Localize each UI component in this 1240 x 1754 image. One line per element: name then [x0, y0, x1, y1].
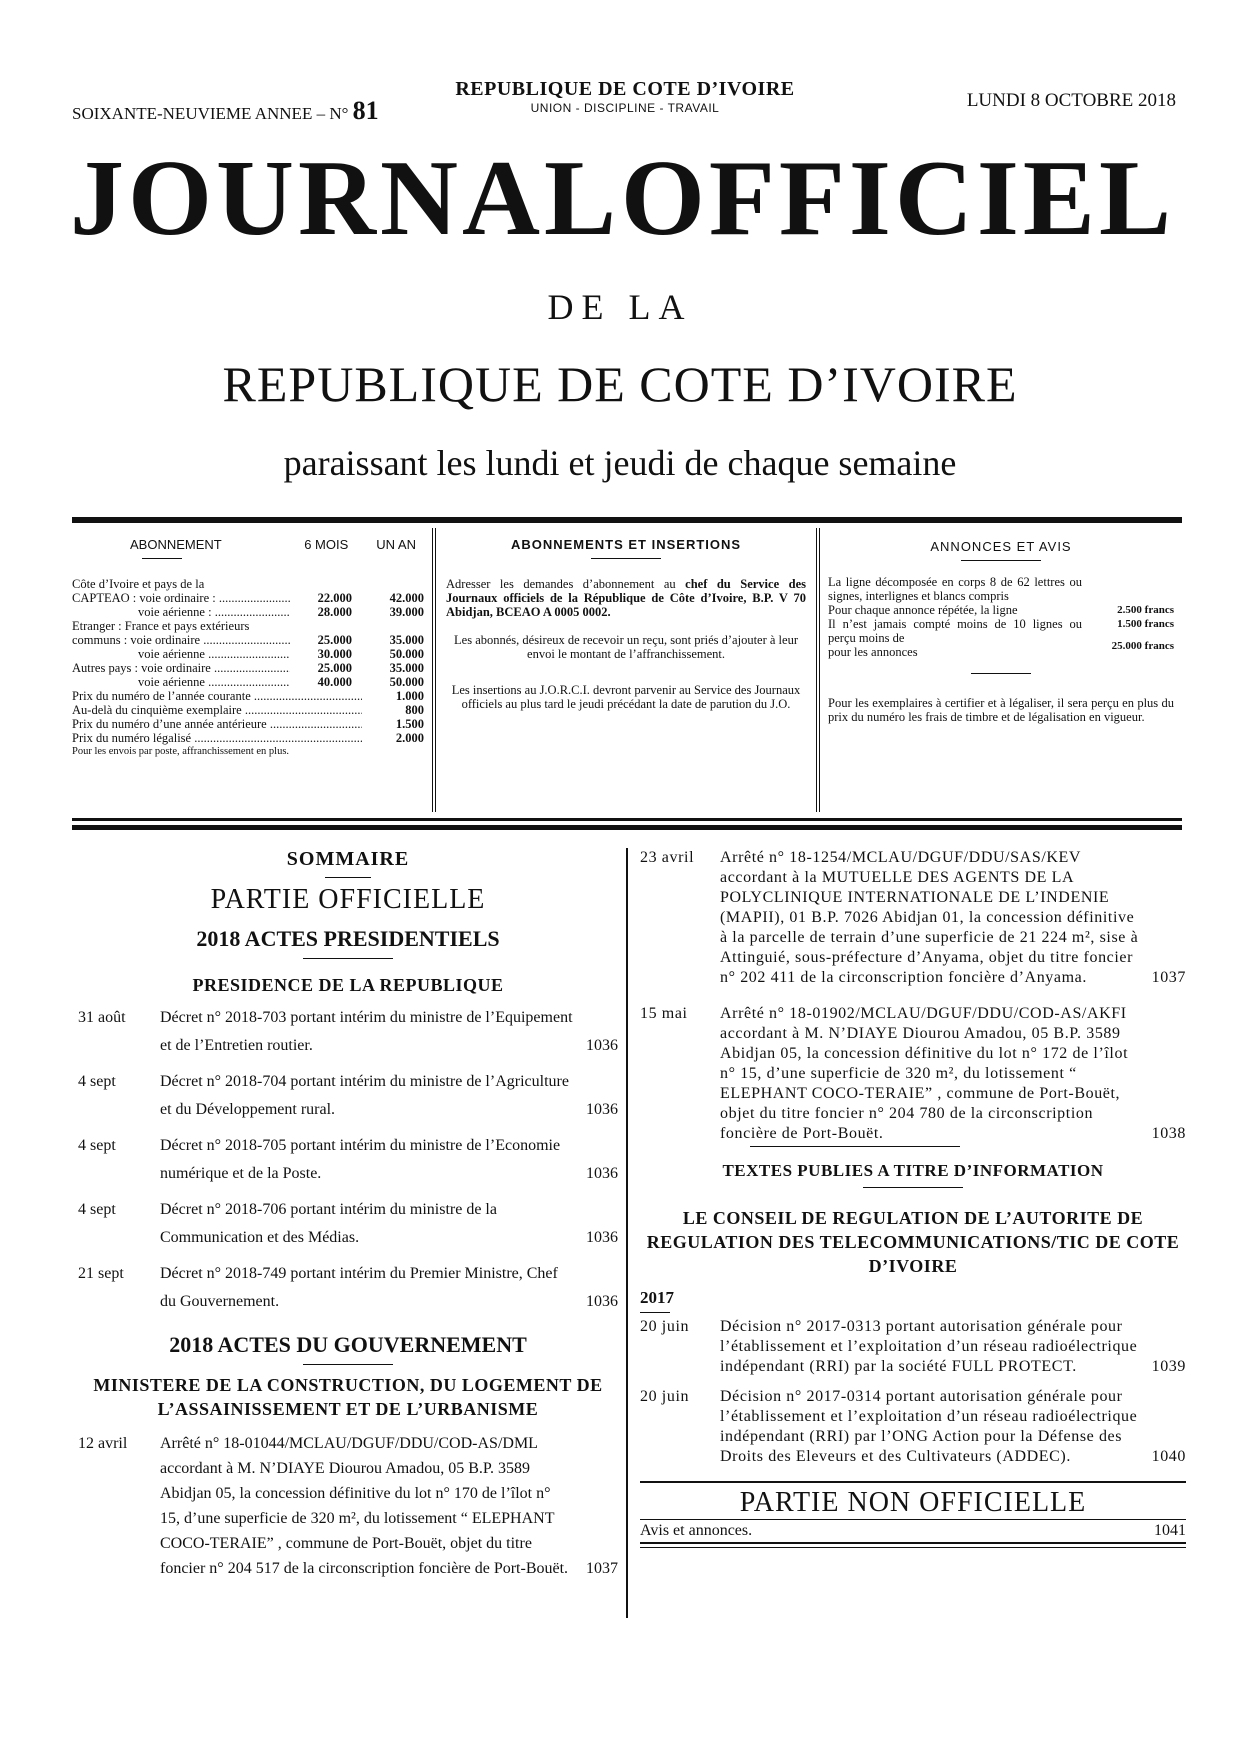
presidence-heading: PRESIDENCE DE LA REPUBLIQUE [192, 975, 504, 995]
partie-non-officielle-heading: PARTIE NON OFFICIELLE [739, 1487, 1087, 1518]
arrete-entry [640, 1004, 1186, 1144]
abonnement-row-6mois: 25.000 [317, 633, 352, 647]
abonnement-row [72, 619, 424, 633]
abonnement-row-unan: 35.000 [389, 661, 424, 675]
partie-officielle-heading: PARTIE OFFICIELLE [210, 884, 486, 915]
abonnement-prices [72, 689, 424, 745]
annonces-r3-value: 25.000 francs [1111, 640, 1174, 652]
abonnement-row-label: communs : voie ordinaire ..... [72, 633, 290, 647]
abonnement-price-value: 1.500 [395, 717, 424, 731]
abonnement-price-label: Prix du numéro légalisé ..... [72, 731, 362, 745]
abonnement-price-row [72, 703, 424, 717]
masthead-republic: REPUBLIQUE DE COTE D’IVOIRE [222, 356, 1018, 412]
abonnement-row-6mois: 25.000 [317, 661, 352, 675]
abonnement-title: ABONNEMENT [130, 537, 222, 552]
gouvernement-entries [78, 1431, 618, 1581]
abonnement-row-6mois: 40.000 [317, 675, 352, 689]
abonnement-price-row [72, 717, 424, 731]
presidence-entry-page: 1036 [586, 1229, 618, 1246]
year-label: SOIXANTE-NEUVIEME ANNEE – N° 81 [72, 96, 379, 125]
presidence-entry-date: 31 août [78, 1009, 126, 1026]
abonnement-note: Pour les envois par poste, affranchissement en plus. [72, 746, 290, 757]
decision-entry-text: Décision n° 2017-0313 portant autorisation générale pour l’établissement et l’exploitation d’un réseau radioélectrique indépendant (RRI) par la société FULL PROTECT. [720, 1318, 1138, 1375]
top-rule [72, 517, 1182, 523]
abonnement-row [72, 633, 424, 647]
annonces-title: ANNONCES ET AVIS [930, 539, 1072, 554]
annonces-box [820, 528, 1182, 812]
annonces-r1-label: La ligne décomposée en corps 8 de 62 lettres ou signes, interlignes et blancs compris [828, 575, 1082, 603]
sommaire-left-column [78, 848, 618, 1581]
abonnement-row-unan: 39.000 [389, 605, 424, 619]
arrete-entry-date: 23 avril [640, 849, 695, 866]
abonnement-price-value: 1.000 [395, 689, 424, 703]
presidence-entry-text: Décret n° 2018-703 portant intérim du ministre de l’Equipement et de l’Entretien routier. [160, 1009, 573, 1054]
insertions-p1b: chef du Service des Journaux officiels de la République de Côte d’Ivoire, B.P. V 70 Abidjan, BCEAO A 0005 0002. [446, 577, 806, 619]
abonnement-row-label: Etranger : France et pays extérieurs [72, 619, 250, 633]
abonnement-row-label: CAPTEAO : voie ordinaire : ..... [72, 591, 290, 605]
ministere-heading: MINISTERE DE LA CONSTRUCTION, DU LOGEMENT DE L’ASSAINISSEMENT ET DE L’URBANISME [93, 1375, 603, 1419]
masthead-word-journal: JOURNAL [70, 139, 621, 258]
avis-row [640, 1522, 1186, 1540]
issue-number: 81 [352, 96, 379, 125]
country-header [440, 78, 810, 115]
insertions-p1a: Adresser les demandes d’abonnement au [446, 577, 676, 591]
issue-date: LUNDI 8 OCTOBRE 2018 [966, 90, 1176, 111]
abonnement-box [72, 528, 432, 812]
masthead-de-la: DE LA [547, 287, 693, 327]
abonnement-row-unan [352, 619, 424, 633]
presidence-entry-date: 21 sept [78, 1265, 124, 1282]
gouvernement-entry-text: Arrêté n° 18-01044/MCLAU/DGUF/DDU/COD-AS/DML accordant à M. N’DIAYE Diourou Amadou, 05 B.P. 3589 Abidjan 05, la concession définitive du lot n° 170 de l’îlot n° 15, d’une superficie de 320 m², du lotissement “ ELEPHANT COCO-TERAIE” , commune de Port-Bouët, objet du titre foncier n° 204 517 de la circonscription foncière de Port-Bouët. [160, 1435, 569, 1577]
arretes-entries [640, 848, 1186, 1144]
abonnement-price-label: Prix du numéro d’une année antérieure ..... [72, 717, 362, 731]
presidence-entry-date: 4 sept [78, 1201, 116, 1218]
avis-label: Avis et annonces. [640, 1522, 753, 1539]
abonnement-col-unan: UN AN [376, 537, 416, 552]
column-divider [626, 848, 628, 1618]
abonnement-row [72, 675, 424, 689]
decision-entry [640, 1317, 1186, 1377]
conseil-heading: LE CONSEIL DE REGULATION DE L’AUTORITE DE REGULATION DES TELECOMMUNICATIONS/TIC DE COTE D’IVOIRE [646, 1208, 1180, 1276]
annonces-r3-tail: pour les annonces [828, 645, 918, 659]
abonnement-col-6mois: 6 MOIS [304, 537, 349, 552]
year-2017: 2017 [640, 1288, 674, 1307]
annonces-note: Pour les exemplaires à certifier et à légaliser, il sera perçu en plus du prix du numéro les frais de timbre et de légalisation en vigueur. [828, 696, 1174, 724]
abonnement-price-value: 800 [405, 703, 424, 717]
decision-entry-date: 20 juin [640, 1388, 690, 1405]
abonnement-price-row [72, 689, 424, 703]
presidence-entry-date: 4 sept [78, 1073, 116, 1090]
abonnement-price-label: Prix du numéro de l’année courante ..... [72, 689, 362, 703]
presidence-entry-page: 1036 [586, 1101, 618, 1118]
abonnement-price-label: Au-delà du cinquième exemplaire ..... [72, 703, 362, 717]
annonces-r3-label: Il n’est jamais compté moins de 10 lignes ou perçu moins de [828, 617, 1082, 645]
abonnement-row [72, 647, 424, 661]
abonnement-price-value: 2.000 [395, 731, 424, 745]
actes-presidentiels-heading: 2018 ACTES PRESIDENTIELS [196, 926, 500, 951]
presidence-entry-date: 4 sept [78, 1137, 116, 1154]
insertions-p2: Les abonnés, désireux de recevoir un reçu, sont priés d’ajouter à leur envoi le montant de l’affranchissement. [454, 633, 798, 661]
presidence-entry-page: 1036 [586, 1293, 618, 1310]
avis-page: 1041 [1154, 1522, 1186, 1539]
annonces-r1-value: 2.500 francs [1117, 604, 1174, 616]
gouvernement-entry-page: 1037 [586, 1560, 618, 1577]
publication-frequency: paraissant les lundi et jeudi de chaque semaine [283, 443, 957, 483]
arrete-entry-page: 1038 [1151, 1125, 1186, 1142]
abonnement-row-unan: 42.000 [389, 591, 424, 605]
insertions-box [432, 528, 820, 812]
abonnement-row-6mois: 28.000 [317, 605, 352, 619]
presidence-entry [78, 1132, 618, 1188]
decision-entry-date: 20 juin [640, 1318, 690, 1335]
actes-gouvernement-heading: 2018 ACTES DU GOUVERNEMENT [169, 1332, 527, 1357]
decision-entry [640, 1387, 1186, 1467]
info-boxes [72, 528, 1182, 812]
sommaire-title: SOMMAIRE [286, 848, 410, 870]
insertions-title: ABONNEMENTS ET INSERTIONS [510, 537, 742, 552]
arrete-entry-text: Arrêté n° 18-01902/MCLAU/DGUF/DDU/COD-AS/AKFI accordant à M. N’DIAYE Diourou Amadou, 05 B.P. 3589 Abidjan 05, la concession définitive du lot n° 172 de l’îlot n° 15, d’une superficie de 320 m², du lotissement “ ELEPHANT COCO-TERAIE” , commune de Port-Bouët, objet du titre foncier n° 204 780 de la circonscription foncière de Port-Bouët. [720, 1005, 1129, 1142]
abonnement-row-label: voie aérienne ..... [72, 647, 290, 661]
abonnement-row [72, 605, 424, 619]
presidence-entries [78, 1004, 618, 1316]
abonnement-row-unan: 50.000 [389, 647, 424, 661]
presidence-entry-page: 1036 [586, 1165, 618, 1182]
decision-entry-page: 1040 [1151, 1448, 1186, 1465]
presidence-entry [78, 1004, 618, 1060]
arrete-entry [640, 848, 1186, 988]
abonnement-rows [72, 591, 424, 689]
country-name: REPUBLIQUE DE COTE D’IVOIRE [455, 78, 795, 100]
presidence-entry [78, 1196, 618, 1252]
abonnement-row-6mois [290, 619, 352, 633]
presidence-entry-text: Décret n° 2018-704 portant intérim du ministre de l’Agriculture et du Développement rural. [160, 1073, 569, 1118]
annonces-r2-value: 1.500 francs [1117, 618, 1174, 630]
abonnement-row-unan: 35.000 [389, 633, 424, 647]
presidence-entry-page: 1036 [586, 1037, 618, 1054]
presidence-entry-text: Décret n° 2018-749 portant intérim du Premier Ministre, Chef du Gouvernement. [160, 1265, 558, 1310]
motto: UNION - DISCIPLINE - TRAVAIL [530, 101, 720, 115]
decision-entry-page: 1039 [1151, 1358, 1186, 1375]
box-bottom-rule-1 [72, 818, 1182, 821]
presidence-entry-text: Décret n° 2018-705 portant intérim du ministre de l’Economie numérique et de la Poste. [160, 1137, 561, 1182]
presidence-entry-text: Décret n° 2018-706 portant intérim du ministre de la Communication et des Médias. [160, 1201, 497, 1246]
presidence-entry [78, 1068, 618, 1124]
abonnement-row-label: voie aérienne ..... [72, 675, 290, 689]
textes-heading: TEXTES PUBLIES A TITRE D’INFORMATION [722, 1161, 1104, 1180]
abonnement-row-label: voie aérienne : ..... [72, 605, 290, 619]
gouvernement-entry-date: 12 avril [78, 1435, 128, 1452]
abonnement-row-unan: 50.000 [389, 675, 424, 689]
decision-entry-text: Décision n° 2017-0314 portant autorisation générale pour l’établissement et l’exploitation d’un réseau radioélectrique indépendant (RRI) par l’ONG Action pour la Défense des Droits des Eleveurs et des Cultivateurs (ADDEC). [720, 1388, 1138, 1465]
conseil-entries [640, 1317, 1186, 1467]
abonnement-row [72, 591, 424, 605]
abonnement-line1: Côte d’Ivoire et pays de la [72, 577, 205, 591]
arrete-entry-date: 15 mai [640, 1005, 688, 1022]
masthead-word-officiel: OFFICIEL [620, 139, 1175, 258]
abonnement-row-6mois: 30.000 [317, 647, 352, 661]
presidence-entry [78, 1260, 618, 1316]
insertions-p3: Les insertions au J.O.R.C.I. devront parvenir au Service des Journaux officiels au plus tard le jeudi précédant la date de parution du J.O. [451, 683, 801, 711]
annonces-r2-label: Pour chaque annonce répétée, la ligne [828, 603, 1018, 617]
abonnement-row-label: Autres pays : voie ordinaire ..... [72, 661, 290, 675]
arrete-entry-page: 1037 [1151, 969, 1186, 986]
gouvernement-entry [78, 1431, 618, 1581]
box-bottom-rule-2 [72, 825, 1182, 830]
abonnement-row-6mois: 22.000 [317, 591, 352, 605]
sommaire-right-column [640, 848, 1186, 1548]
masthead-title [70, 139, 1175, 258]
abonnement-price-row [72, 731, 424, 745]
arrete-entry-text: Arrêté n° 18-1254/MCLAU/DGUF/DDU/SAS/KEV accordant à la MUTUELLE DES AGENTS DE LA POLYCLINIQUE INTERNATIONALE DE L’INDENIE (MAPII), 01 B.P. 7026 Abidjan 01, la concession définitive à la parcelle de terrain d’une superficie de 21 224 m², sise à Attinguié, sous-préfecture d’Anyama, objet du titre foncier n° 202 411 de la circonscription foncière d’Anyama. [720, 849, 1139, 986]
abonnement-row [72, 661, 424, 675]
